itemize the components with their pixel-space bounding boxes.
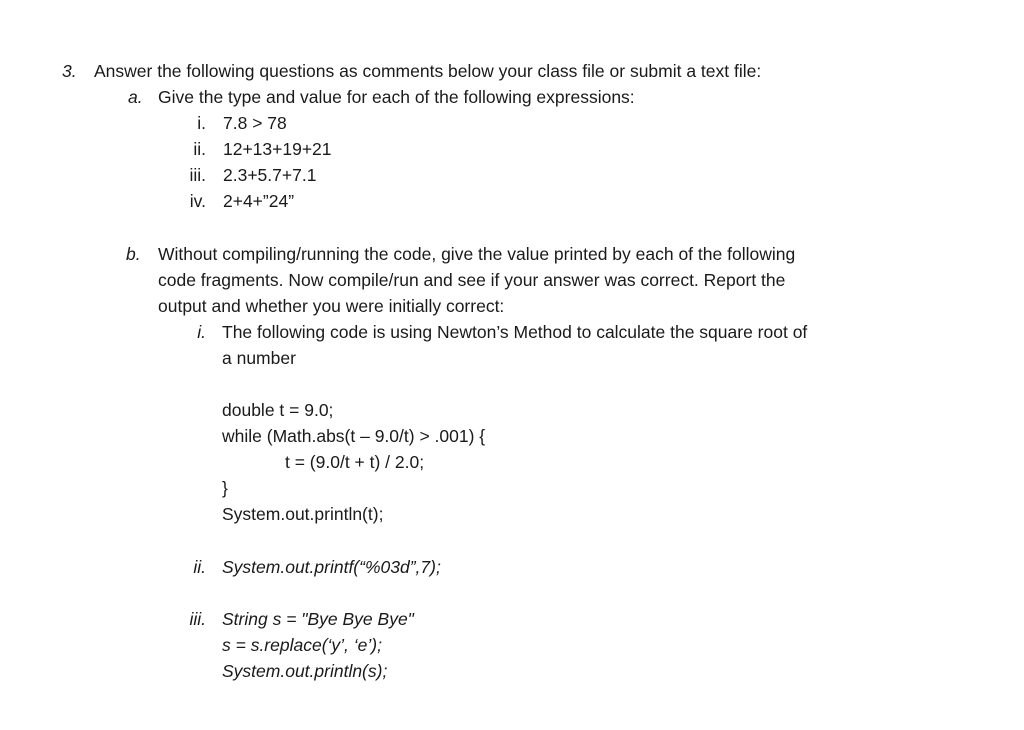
part-a-item-label: i. bbox=[197, 113, 206, 133]
part-a-item-expr: 2+4+”24” bbox=[223, 191, 295, 211]
part-a-prompt: Give the type and value for each of the following expressions: bbox=[158, 87, 635, 107]
part-a-item-expr: 2.3+5.7+7.1 bbox=[223, 165, 317, 185]
code-line: String s = "Bye Bye Bye" bbox=[222, 609, 414, 629]
part-a-item-label: ii. bbox=[193, 139, 206, 159]
part-a-item-expr: 7.8 > 78 bbox=[223, 113, 287, 133]
part-b-prompt-line: output and whether you were initially correct: bbox=[158, 296, 505, 316]
part-a-item-label: iii. bbox=[189, 165, 206, 185]
code-line: t = (9.0/t + t) / 2.0; bbox=[285, 452, 425, 472]
part-b-prompt-line: Without compiling/running the code, give the value printed by each of the following bbox=[158, 244, 796, 264]
part-b-prompt-line: code fragments. Now compile/run and see if your answer was correct. Report the bbox=[158, 270, 786, 290]
code-line: System.out.println(s); bbox=[222, 661, 388, 681]
part-b-label: b. bbox=[126, 244, 141, 264]
part-b-item-iii-label: iii. bbox=[189, 609, 206, 629]
code-line: System.out.println(t); bbox=[222, 504, 384, 524]
question-number: 3. bbox=[62, 61, 77, 81]
code-line: s = s.replace(‘y’, ‘e’); bbox=[222, 635, 382, 655]
part-a-item-expr: 12+13+19+21 bbox=[223, 139, 332, 159]
part-b-item-i-label: i. bbox=[197, 322, 206, 342]
code-line: System.out.printf(“%03d”,7); bbox=[222, 557, 441, 577]
code-line: while (Math.abs(t – 9.0/t) > .001) { bbox=[222, 426, 486, 446]
part-b-item-i-text: The following code is using Newton’s Method to calculate the square root of bbox=[222, 322, 808, 342]
question-prompt: Answer the following questions as comments below your class file or submit a text file: bbox=[94, 61, 762, 81]
code-line: } bbox=[222, 478, 228, 498]
part-a-item-label: iv. bbox=[189, 191, 206, 211]
part-b-item-i-text: a number bbox=[222, 348, 296, 368]
part-a-label: a. bbox=[128, 87, 143, 107]
part-b-item-ii-label: ii. bbox=[193, 557, 206, 577]
code-line: double t = 9.0; bbox=[222, 400, 334, 420]
